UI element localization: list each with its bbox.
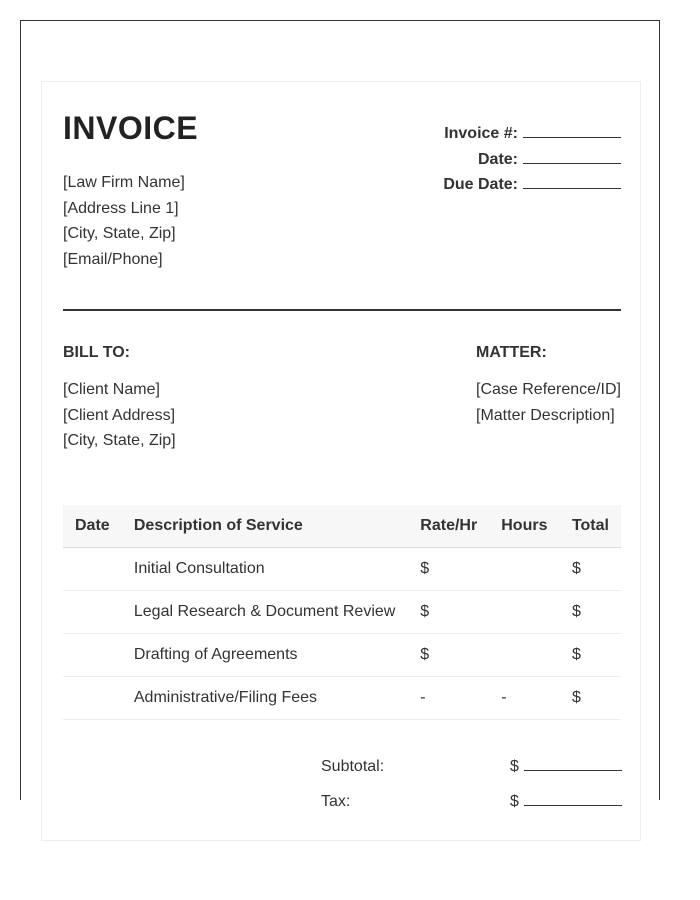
totals-section	[321, 754, 621, 824]
row-date	[63, 676, 122, 719]
bill-to-details	[63, 377, 176, 454]
invoice-date-label: Date:	[477, 150, 518, 168]
column-header-total: Total	[560, 505, 621, 547]
column-header-date: Date	[63, 505, 122, 547]
firm-details	[63, 170, 185, 272]
invoice-date-row	[443, 147, 621, 173]
tax-row	[321, 789, 621, 824]
table-row	[63, 633, 621, 676]
invoice-meta	[443, 121, 621, 198]
row-rate: -	[408, 676, 489, 719]
row-total: $	[560, 633, 621, 676]
row-description: Legal Research & Document Review	[122, 590, 408, 633]
row-hours	[489, 590, 560, 633]
invoice-number-label: Invoice #:	[444, 125, 518, 142]
subtotal-label: Subtotal:	[321, 758, 385, 775]
invoice-number-blank	[523, 122, 621, 138]
row-rate: $	[408, 633, 489, 676]
row-total: $	[560, 676, 621, 719]
row-date	[63, 547, 122, 590]
client-name: [Client Name]	[63, 381, 160, 398]
invoice-title: INVOICE	[63, 110, 199, 146]
row-total: $	[560, 590, 621, 633]
table-row	[63, 676, 621, 719]
bill-to-section	[63, 344, 176, 454]
client-address: [Client Address]	[63, 406, 176, 424]
invoice-page	[41, 81, 641, 841]
due-date-label: Due Date:	[443, 176, 518, 194]
tax-value	[510, 789, 622, 814]
row-hours	[489, 547, 560, 590]
case-reference: [Case Reference/ID]	[476, 381, 621, 398]
row-total: $	[560, 547, 621, 590]
subtotal-row	[321, 754, 621, 789]
column-header-hours: Hours	[489, 505, 560, 547]
row-hours	[489, 633, 560, 676]
row-rate: $	[408, 590, 489, 633]
invoice-number-row	[443, 121, 621, 147]
matter-details	[476, 377, 621, 428]
header-divider	[63, 309, 621, 311]
firm-address: [Address Line 1]	[63, 199, 179, 217]
row-hours: -	[489, 676, 560, 719]
due-date-row	[443, 172, 621, 198]
invoice-date-blank	[523, 148, 621, 164]
services-table	[63, 505, 621, 720]
row-date	[63, 633, 122, 676]
row-description: Drafting of Agreements	[122, 633, 408, 676]
subtotal-currency: $	[510, 758, 519, 775]
row-date	[63, 590, 122, 633]
firm-contact: [Email/Phone]	[63, 250, 163, 268]
matter-heading: MATTER:	[476, 344, 547, 361]
tax-blank	[524, 790, 622, 806]
client-city-state-zip: [City, State, Zip]	[63, 432, 176, 450]
column-header-description: Description of Service	[122, 505, 408, 547]
row-rate: $	[408, 547, 489, 590]
row-description: Initial Consultation	[122, 547, 408, 590]
subtotal-value	[510, 754, 622, 779]
matter-description: [Matter Description]	[476, 406, 615, 424]
tax-label: Tax:	[321, 793, 351, 810]
subtotal-blank	[524, 755, 622, 771]
firm-name: [Law Firm Name]	[63, 174, 185, 191]
tax-currency: $	[510, 793, 519, 810]
due-date-blank	[523, 173, 621, 189]
table-row	[63, 590, 621, 633]
matter-section	[476, 344, 621, 428]
table-row	[63, 547, 621, 590]
row-description: Administrative/Filing Fees	[122, 676, 408, 719]
document-frame	[20, 20, 660, 810]
bill-to-heading: BILL TO:	[63, 344, 130, 361]
firm-city-state-zip: [City, State, Zip]	[63, 225, 176, 243]
column-header-rate: Rate/Hr	[408, 505, 489, 547]
table-header-row	[63, 505, 621, 547]
